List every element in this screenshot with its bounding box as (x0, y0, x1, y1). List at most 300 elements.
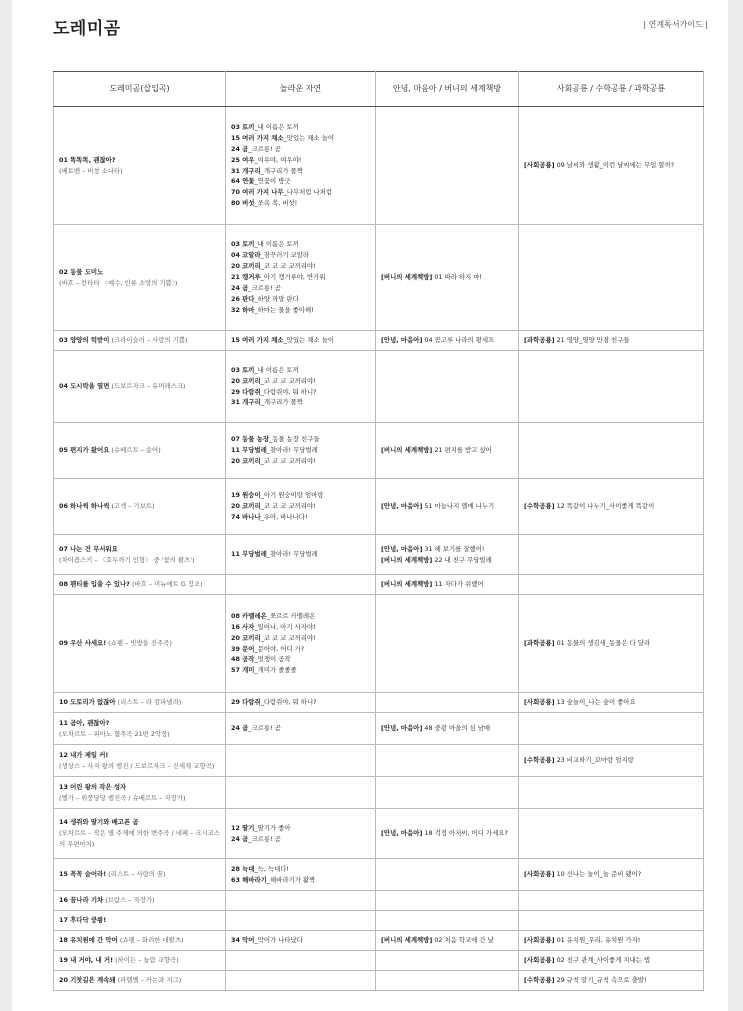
table-row (54, 859, 704, 891)
table-header-row (54, 72, 704, 107)
table-row (54, 225, 704, 331)
table-row (54, 479, 704, 535)
dinosaur-entry-series: [사회공룡] (524, 698, 555, 707)
song-subtitle: (쇼팽 – 빗방울 전주곡) (108, 639, 172, 648)
nature-entry (231, 654, 370, 665)
song-title: 07 나는 건 무서워요 (59, 544, 118, 553)
nature-entry-title: 24 곰 (231, 283, 249, 292)
song-cell (54, 713, 226, 745)
nature-entry (231, 864, 370, 875)
nature-cell (226, 713, 376, 745)
table-body (54, 107, 704, 991)
mind-cell (376, 891, 519, 911)
nature-entry-desc: _악어가 나타났다 (254, 936, 303, 945)
nature-entry-title: 34 악어 (231, 936, 255, 945)
nature-cell (226, 351, 376, 423)
dinosaur-entry (524, 755, 698, 766)
song-subtitle: (하이든 – 놀람 교향곡) (115, 956, 179, 965)
nature-entry-title: 15 여러 가지 채소 (231, 133, 284, 142)
dinosaur-cell (519, 951, 704, 971)
dinosaur-entry-title: 29 규칙 알기_규칙 속으로 출발! (556, 976, 647, 985)
song-subtitle: (고섹 – 가보트) (111, 502, 155, 511)
dinosaur-cell (519, 693, 704, 713)
nature-entry (231, 133, 370, 144)
song-title: 04 도시락을 열면 (59, 382, 110, 391)
song-title: 06 하나씩 하나씩 (59, 502, 110, 511)
mind-entry-title: 51 마늘나지 멜메 나누기 (424, 502, 495, 511)
nature-entry-title: 11 무당벌레 (231, 446, 267, 455)
mind-entry-title: 22 내 친구 무당벌레 (434, 555, 492, 564)
song-title: 20 기찻길은 계속돼 (59, 976, 116, 985)
nature-entry-title: 04 코알라 (231, 251, 261, 260)
nature-entry-title: 20 코끼리 (231, 262, 261, 271)
mind-cell (376, 931, 519, 951)
song-title: 09 우산 사세요! (59, 639, 107, 648)
nature-entry-desc: _코 코 코 코끼리야! (260, 633, 316, 642)
mind-entry (381, 579, 513, 590)
song-subtitle: (파헬벨 – 카논과 지그) (117, 976, 182, 985)
song-cell (54, 107, 226, 225)
nature-entry (231, 723, 370, 734)
dinosaur-entry-title: 21 영양_영양 만점 친구들 (556, 336, 630, 345)
nature-entry (231, 272, 370, 283)
nature-entry-title: 70 여러 가지 나무 (231, 188, 284, 197)
dinosaur-cell (519, 931, 704, 951)
nature-entry-title: 28 늑대 (231, 864, 255, 873)
nature-entry-desc: _개미가 졸졸졸 (254, 666, 297, 675)
nature-entry-title: 21 캥거루 (231, 273, 261, 282)
dinosaur-cell (519, 859, 704, 891)
nature-cell (226, 423, 376, 479)
table-row (54, 595, 704, 693)
dinosaur-entry-title: 13 숲놀이_나는 숲이 좋아요 (556, 698, 636, 707)
column-header-nature: 놀라운 자연 (226, 72, 376, 107)
dinosaur-entry (524, 975, 698, 986)
table-row (54, 931, 704, 951)
mind-entry (381, 723, 513, 734)
nature-cell (226, 479, 376, 535)
song-cell (54, 971, 226, 991)
mind-entry (381, 544, 513, 555)
song-title: 11 곰아, 괜찮아? (59, 718, 110, 727)
table-row (54, 693, 704, 713)
nature-entry (231, 622, 370, 633)
song-cell (54, 575, 226, 595)
song-cell (54, 859, 226, 891)
nature-cell (226, 225, 376, 331)
dinosaur-cell (519, 575, 704, 595)
nature-entry (231, 387, 370, 398)
dinosaur-entry (524, 955, 698, 966)
dinosaur-entry (524, 869, 698, 880)
nature-entry-desc: _일어나, 아기 사자야! (254, 622, 316, 631)
table-row (54, 971, 704, 991)
song-cell (54, 809, 226, 859)
mind-entry-title: 04 꼼고루 나라의 왕세프 (424, 336, 495, 345)
table-row (54, 777, 704, 809)
nature-entry-desc: _개구리가 폴짝 (260, 166, 303, 175)
nature-entry-desc: _내 이름은 토끼 (254, 365, 299, 374)
mind-entry-title: 01 따라 하지 마! (434, 273, 482, 282)
nature-entry-title: 31 개구리 (231, 166, 261, 175)
nature-entry-title: 39 문어 (231, 644, 255, 653)
nature-entry-desc: _크르릉! 곰 (248, 834, 281, 843)
nature-entry-desc: _여우야, 여우야! (254, 155, 302, 164)
nature-entry (231, 397, 370, 408)
nature-entry (231, 644, 370, 655)
nature-entry-title: 12 딸기 (231, 823, 255, 832)
nature-cell (226, 777, 376, 809)
mind-cell (376, 713, 519, 745)
mind-cell (376, 859, 519, 891)
nature-entry (231, 239, 370, 250)
song-cell (54, 535, 226, 575)
nature-entry-title: 20 코끼리 (231, 633, 261, 642)
nature-entry-title: 24 곰 (231, 724, 249, 733)
mind-entry-title: 02 처음 학교에 간 날 (434, 936, 494, 945)
table-row (54, 951, 704, 971)
nature-entry-desc: _문어야, 어디 가? (254, 644, 305, 653)
nature-entry-desc: _다람쥐야, 뭐 하니? (260, 387, 317, 396)
dinosaur-entry (524, 638, 698, 649)
song-cell (54, 931, 226, 951)
mind-entry-title: 11 자다가 쉬했어 (434, 580, 484, 589)
mind-cell (376, 595, 519, 693)
nature-entry (231, 187, 370, 198)
nature-cell (226, 911, 376, 931)
song-title: 19 내 거야, 내 거! (59, 956, 114, 965)
song-cell (54, 595, 226, 693)
song-title: 17 후다닥 쿵쾅! (59, 916, 107, 925)
table-row (54, 809, 704, 859)
song-title: 15 꼭꼭 숨어라! (59, 870, 107, 879)
mind-entry-series: [버니의 세계책방] (381, 555, 433, 564)
nature-entry-desc: _코 코 코 코끼리야! (260, 502, 316, 511)
nature-entry-title: 29 다람쥐 (231, 698, 261, 707)
nature-entry-title: 63 해바라기 (231, 875, 267, 884)
song-cell (54, 225, 226, 331)
dinosaur-cell (519, 107, 704, 225)
nature-entry-title: 74 바나나 (231, 512, 261, 521)
mind-cell (376, 693, 519, 713)
nature-cell (226, 535, 376, 575)
nature-entry-title: 03 토끼 (231, 240, 255, 249)
mind-entry-series: [안녕, 마음아] (381, 724, 423, 733)
mind-cell (376, 745, 519, 777)
nature-entry (231, 261, 370, 272)
mind-entry (381, 445, 513, 456)
song-subtitle: (드보르자크 – 유머레스크) (111, 382, 186, 391)
song-cell (54, 331, 226, 351)
mind-entry (381, 335, 513, 346)
song-title: 02 동물 도미노 (59, 267, 104, 276)
song-subtitle: (모차르트 – 작은 별 주제에 의한 변주곡 / 네페 – 크시코스의 우편마차) (59, 829, 220, 848)
nature-cell (226, 745, 376, 777)
nature-entry (231, 376, 370, 387)
nature-entry-title: 07 동물 농장 (231, 435, 270, 444)
mind-entry-title: 31 헤 보기를 잘했어! (424, 544, 485, 553)
nature-entry-desc: _찾아라! 무당벌레 (266, 446, 318, 455)
nature-entry-title: 32 하마 (231, 305, 255, 314)
song-title: 01 똑똑똑, 괜찮아? (59, 155, 116, 164)
nature-entry-desc: _우아, 바나나다! (260, 512, 308, 521)
nature-entry-desc: _딸기가 좋아 (254, 823, 291, 832)
nature-entry (231, 250, 370, 261)
dinosaur-entry-title: 10 신나는 놀이_놀 준비 됐어? (556, 870, 642, 879)
song-title: 18 유치원에 간 악어 (59, 936, 118, 945)
dinosaur-entry-series: [수학공룡] (524, 756, 555, 765)
mind-entry-series: [버니의 세계책방] (381, 446, 433, 455)
nature-entry (231, 335, 370, 346)
song-title: 14 생쥐와 딸기와 배고픈 곰 (59, 818, 139, 827)
dinosaur-entry (524, 935, 698, 946)
song-subtitle: (베토벤 – 비창 소나타) (59, 166, 123, 175)
nature-cell (226, 891, 376, 911)
nature-entry (231, 697, 370, 708)
song-cell (54, 891, 226, 911)
song-subtitle: (엘가 – 위풍당당 행진곡 / 슈베르트 – 자장가) (59, 793, 186, 802)
nature-entry (231, 490, 370, 501)
nature-entry-title: 29 다람쥐 (231, 387, 261, 396)
dinosaur-entry-title: 12 똑같이 나누기_사이좋게 똑같이 (556, 502, 655, 511)
mind-cell (376, 809, 519, 859)
mind-entry (381, 272, 513, 283)
nature-entry (231, 365, 370, 376)
dinosaur-cell (519, 971, 704, 991)
dinosaur-entry-series: [과학공룡] (524, 336, 555, 345)
nature-entry (231, 305, 370, 316)
document-page (12, 0, 728, 1011)
mind-entry-series: [안녕, 마음아] (381, 544, 423, 553)
dinosaur-cell (519, 225, 704, 331)
nature-entry-desc: _쪼르르 카멜레온 (266, 611, 316, 620)
song-title: 08 팬티를 입을 수 있나? (59, 580, 130, 589)
table-row (54, 107, 704, 225)
table-row (54, 745, 704, 777)
nature-entry-desc: _맛있는 채소 놀이 (283, 133, 335, 142)
mind-cell (376, 479, 519, 535)
nature-cell (226, 575, 376, 595)
nature-entry-desc: _아기 캥거루야, 반가워 (260, 273, 326, 282)
nature-entry-desc: _내 이름은 토끼 (254, 122, 299, 131)
nature-entry-title: 25 여우 (231, 155, 255, 164)
nature-entry-desc: _하양 까망 판다 (254, 294, 299, 303)
dinosaur-entry-series: [수학공룡] (524, 502, 555, 511)
nature-entry-title: 31 개구리 (231, 398, 261, 407)
reading-guide-table (53, 71, 704, 991)
nature-cell (226, 931, 376, 951)
dinosaur-cell (519, 713, 704, 745)
nature-entry (231, 512, 370, 523)
table-row (54, 423, 704, 479)
mind-entry-series: [버니의 세계책방] (381, 936, 433, 945)
dinosaur-cell (519, 595, 704, 693)
song-subtitle: (바흐 – 칸타타 〈예수, 인류 소망의 기쁨〉) (59, 278, 178, 287)
nature-entry-title: 64 연꽃 (231, 177, 255, 186)
table-row (54, 351, 704, 423)
nature-cell (226, 693, 376, 713)
nature-entry-title: 48 공작 (231, 655, 255, 664)
dinosaur-entry-series: [수학공룡] (524, 976, 555, 985)
mind-cell (376, 331, 519, 351)
dinosaur-entry-title: 09 날씨와 생활_이런 날씨에는 무얼 할까? (556, 161, 675, 170)
column-header-dinosaur: 사회공룡 / 수학공룡 / 과학공룡 (519, 72, 704, 107)
mind-entry (381, 935, 513, 946)
song-cell (54, 423, 226, 479)
nature-entry-desc: _멋쟁이 공작 (254, 655, 291, 664)
nature-entry-title: 08 카멜레온 (231, 611, 267, 620)
song-subtitle: (바흐 – 미뉴에트 G 장조) (131, 580, 203, 589)
mind-entry-series: [안녕, 마음아] (381, 829, 423, 838)
nature-entry-title: 03 토끼 (231, 122, 255, 131)
nature-entry-title: 11 무당벌레 (231, 550, 267, 559)
dinosaur-entry (524, 697, 698, 708)
mind-entry-series: [버니의 세계책방] (381, 273, 433, 282)
nature-entry-title: 03 토끼 (231, 365, 255, 374)
nature-entry-title: 19 원숭이 (231, 491, 261, 500)
song-subtitle: (리스트 – 라 캄파넬라) (117, 698, 182, 707)
mind-cell (376, 777, 519, 809)
dinosaur-cell (519, 809, 704, 859)
nature-entry-desc: _하마는 물을 좋아해! (254, 305, 314, 314)
mind-entry-title: 21 편지를 받고 싶어 (434, 446, 492, 455)
nature-entry-desc: _나무처럼 나처럼 (283, 188, 333, 197)
nature-entry-desc: _크르릉! 곰 (248, 724, 281, 733)
mind-entry (381, 828, 513, 839)
dinosaur-cell (519, 479, 704, 535)
nature-entry-title: 15 여러 가지 채소 (231, 336, 284, 345)
dinosaur-cell (519, 351, 704, 423)
nature-entry-desc: _코 코 코 코끼리야! (260, 262, 316, 271)
dinosaur-entry-series: [사회공룡] (524, 956, 555, 965)
song-cell (54, 951, 226, 971)
nature-entry-desc: _쏘옥 쏙, 버섯! (254, 199, 298, 208)
song-subtitle: (모차르트 – 피아노 협주곡 21번 2악장) (59, 729, 170, 738)
mind-entry-title: 48 중광 마을의 심 남매 (424, 724, 491, 733)
nature-entry-desc: _잠꾸러기 코알라 (260, 251, 310, 260)
nature-entry-desc: _연꽃이 방긋 (254, 177, 291, 186)
mind-entry-series: [안녕, 마음아] (381, 502, 423, 511)
song-subtitle: (생상스 – 사자 왕의 행진 / 드보르자크 – 신세계 교향곡) (59, 761, 215, 770)
nature-entry-desc: _아기 원숭이랑 엄마랑 (260, 491, 324, 500)
dinosaur-entry-title: 01 유치원_우리, 유치원 가자! (556, 936, 641, 945)
dinosaur-entry (524, 160, 698, 171)
song-subtitle: (슈베르트 – 송어) (111, 446, 161, 455)
song-title: 05 편지가 왔어요 (59, 446, 110, 455)
dinosaur-entry (524, 335, 698, 346)
nature-entry (231, 283, 370, 294)
nature-entry (231, 434, 370, 445)
nature-cell (226, 951, 376, 971)
song-cell (54, 693, 226, 713)
nature-entry-desc: _크르릉! 곰 (248, 283, 281, 292)
nature-entry-desc: _해바라기가 활짝 (266, 875, 316, 884)
dinosaur-cell (519, 535, 704, 575)
nature-entry-desc: _찾아라! 무당벌레 (266, 550, 318, 559)
dinosaur-entry-title: 01 동물의 생김새_동물은 다 달라 (556, 639, 651, 648)
nature-cell (226, 595, 376, 693)
dinosaur-entry-title: 23 비교하기_꼬마랑 엄지랑 (556, 756, 634, 765)
song-title: 13 어린 왕의 작은 성자 (59, 782, 127, 791)
nature-entry-title: 20 코끼리 (231, 502, 261, 511)
nature-entry-title: 24 곰 (231, 144, 249, 153)
dinosaur-entry-title: 02 친구 관계_사이좋게 지내는 법 (556, 956, 651, 965)
mind-cell (376, 351, 519, 423)
dinosaur-cell (519, 911, 704, 931)
mind-cell (376, 951, 519, 971)
nature-entry (231, 935, 370, 946)
song-title: 03 양양의 턱받이 (59, 336, 110, 345)
column-header-songs: 도레미곰(삽입곡) (54, 72, 226, 107)
nature-entry (231, 144, 370, 155)
nature-entry-desc: _크르릉! 곰 (248, 144, 281, 153)
nature-entry-desc: _내 이름은 토끼 (254, 240, 299, 249)
table-row (54, 535, 704, 575)
nature-entry-desc: _동물 농장 친구들 (269, 435, 320, 444)
nature-entry-title: 24 곰 (231, 834, 249, 843)
song-title: 12 내가 제일 커! (59, 750, 109, 759)
song-subtitle: (쇼팽 – 화려한 대왈츠) (119, 936, 184, 945)
nature-entry-title: 16 사자 (231, 622, 255, 631)
table-row (54, 911, 704, 931)
nature-entry (231, 445, 370, 456)
song-cell (54, 479, 226, 535)
mind-cell (376, 107, 519, 225)
nature-entry-title: 26 판다 (231, 294, 255, 303)
song-cell (54, 777, 226, 809)
column-header-mind-bunny: 안녕, 마음아 / 버니의 세계책방 (376, 72, 519, 107)
nature-entry (231, 549, 370, 560)
nature-entry-title: 80 버섯 (231, 199, 255, 208)
dinosaur-entry-series: [사회공룡] (524, 870, 555, 879)
song-cell (54, 351, 226, 423)
dinosaur-entry (524, 501, 698, 512)
mind-cell (376, 535, 519, 575)
nature-entry (231, 665, 370, 676)
nature-entry (231, 501, 370, 512)
nature-entry-title: 20 코끼리 (231, 376, 261, 385)
nature-cell (226, 331, 376, 351)
dinosaur-cell (519, 745, 704, 777)
nature-cell (226, 859, 376, 891)
nature-entry (231, 198, 370, 209)
mind-cell (376, 971, 519, 991)
song-subtitle: (크라이슬러 – 사랑의 기쁨) (111, 336, 188, 345)
mind-entry-series: [안녕, 마음아] (381, 336, 423, 345)
dinosaur-entry-series: [사회공룡] (524, 161, 555, 170)
guide-label: | 연계독서가이드 | (643, 20, 708, 29)
nature-entry-title: 20 코끼리 (231, 456, 261, 465)
nature-entry (231, 611, 370, 622)
song-title: 10 도토리가 없잖아 (59, 698, 116, 707)
nature-entry-desc: _늑, 늑대다! (254, 864, 289, 873)
mind-entry-title: 18 걱정 아저씨, 어디 가세요? (424, 829, 508, 838)
table-row (54, 891, 704, 911)
nature-entry (231, 823, 370, 834)
dinosaur-cell (519, 777, 704, 809)
nature-entry (231, 834, 370, 845)
song-subtitle: (차이콥스키 – 〈호두까기 인형〉 중 '꽃의 왈츠') (59, 555, 195, 564)
table-row (54, 331, 704, 351)
song-title: 16 꿈나라 기차 (59, 896, 104, 905)
dinosaur-cell (519, 423, 704, 479)
dinosaur-cell (519, 891, 704, 911)
nature-entry (231, 176, 370, 187)
nature-entry (231, 633, 370, 644)
song-subtitle: (리스트 – 사랑의 꿈) (108, 870, 166, 879)
mind-cell (376, 423, 519, 479)
table-row (54, 713, 704, 745)
